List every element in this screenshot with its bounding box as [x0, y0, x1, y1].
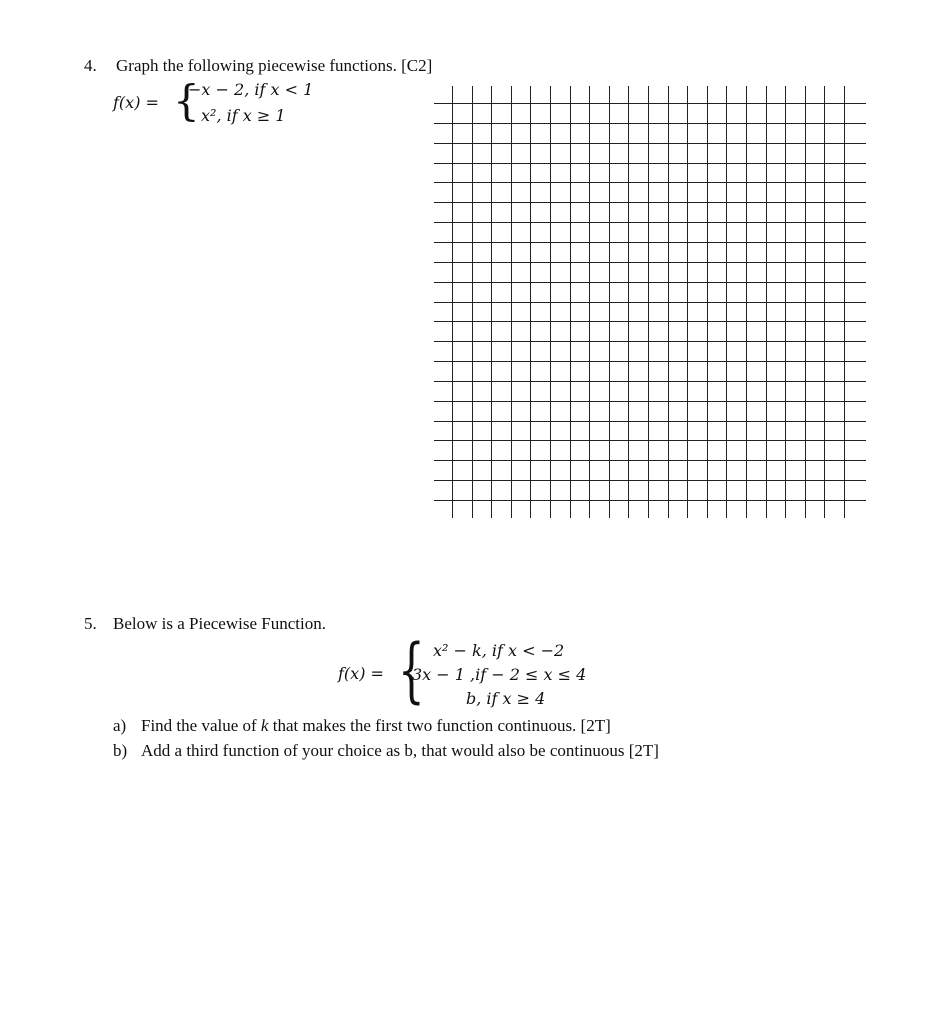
q5-left-brace: {: [398, 629, 425, 711]
q5-case-3: b, if x ≥ 4: [466, 689, 546, 708]
q5-part-b-label: b): [113, 741, 128, 760]
q5-case-1: x² − k, if x < −2: [433, 641, 565, 660]
q4-case-1: −x − 2, if x < 1: [188, 80, 314, 99]
q5-prompt: Below is a Piecewise Function.: [113, 614, 326, 633]
graph-grid[interactable]: [430, 86, 870, 522]
q5-part-b-text: Add a third function of your choice as b, that would also be continuous [2T]: [141, 741, 659, 760]
q4-number: 4.: [84, 56, 97, 75]
q4-left-brace: {: [173, 76, 200, 125]
q5-part-a-text: Find the value of k that makes the first two function continuous. [2T]: [141, 716, 611, 735]
q5-number: 5.: [84, 614, 97, 633]
q5-function-lhs: f(x) =: [338, 664, 384, 683]
q4-prompt: Graph the following piecewise functions. [C2]: [116, 56, 433, 75]
q5-case-2: 3x − 1 ,if − 2 ≤ x ≤ 4: [412, 665, 587, 684]
q4-function-lhs: f(x) =: [113, 93, 159, 112]
q5-part-a-label: a): [113, 716, 127, 735]
q4-case-2: x², if x ≥ 1: [201, 106, 286, 125]
